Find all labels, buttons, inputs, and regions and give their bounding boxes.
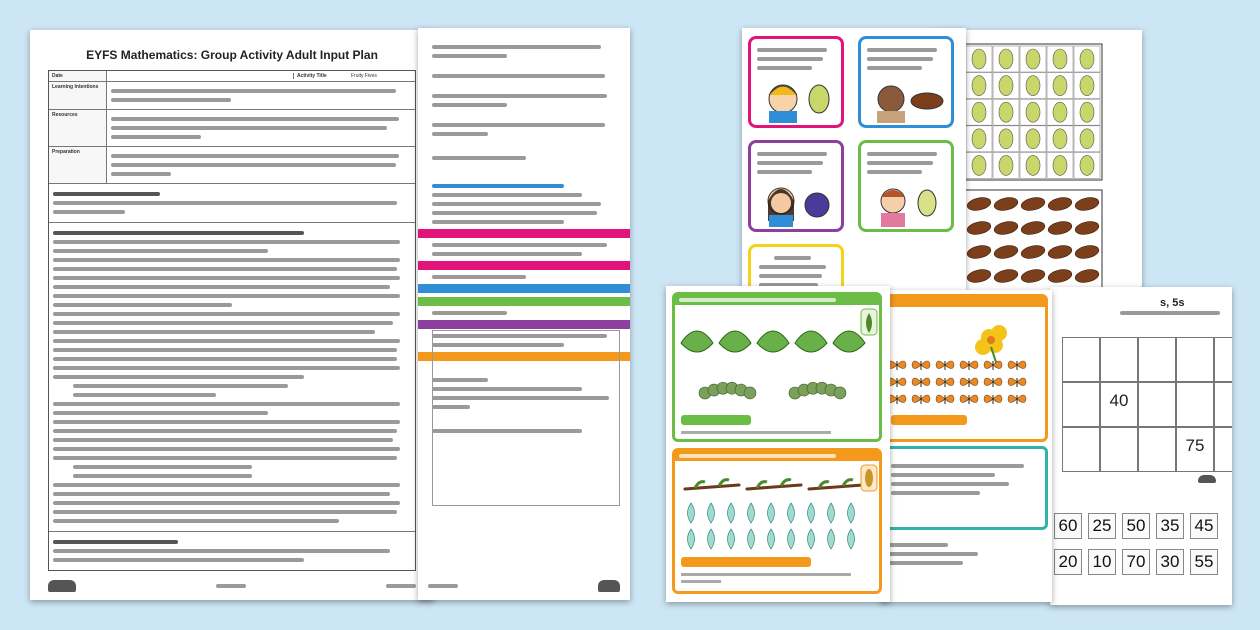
plan-row-date	[49, 71, 415, 82]
row-label-date: Date	[49, 71, 107, 81]
chrysalis-icon	[768, 529, 775, 549]
pink-band	[418, 229, 630, 238]
butterfly-icon	[1008, 378, 1026, 387]
butterfly-activity-sheet	[880, 290, 1052, 602]
number-grid-cell[interactable]	[1062, 427, 1100, 472]
branch-row	[685, 480, 863, 489]
grape-grid	[964, 44, 1102, 180]
child-with-plum-icon	[753, 177, 843, 227]
page-two-footer	[428, 580, 620, 592]
date-fruit-icon	[993, 268, 1019, 285]
flower-icon	[975, 325, 1007, 365]
adult-input-section	[49, 223, 415, 531]
butterfly-icon	[960, 378, 978, 387]
brand-logo-small	[598, 580, 620, 592]
question-cards-sheet	[742, 28, 966, 292]
number-card[interactable]: 60	[1054, 513, 1082, 539]
number-card[interactable]: 50	[1122, 513, 1150, 539]
butterfly-icon	[984, 361, 1002, 370]
date-fruit-icon	[966, 196, 992, 213]
leaf-icon	[719, 331, 751, 352]
plan-row-preparation	[49, 147, 415, 184]
number-grid-cell[interactable]	[1214, 337, 1232, 382]
document-footer	[48, 580, 416, 592]
butterfly-icon	[960, 361, 978, 370]
date-fruit-icon	[1020, 196, 1046, 213]
row-value-resources	[107, 110, 415, 146]
number-card[interactable]: 20	[1054, 549, 1082, 575]
caterpillar-activity-sheet	[666, 286, 890, 602]
number-grid-cell[interactable]	[1138, 382, 1176, 427]
number-grid-cell[interactable]	[1100, 337, 1138, 382]
grape-icon	[1053, 102, 1067, 122]
caterpillar-icon	[789, 382, 846, 399]
butterfly-icon	[912, 395, 930, 404]
butterfly-icon	[1008, 361, 1026, 370]
grape-icon	[1026, 102, 1040, 122]
butterfly-sheet-text	[888, 538, 1038, 570]
brand-logo-tiny	[1198, 475, 1216, 483]
grape-icon	[1080, 76, 1094, 96]
teal-panel	[882, 446, 1048, 530]
question-card-pink	[748, 36, 844, 128]
brand-logo	[48, 580, 76, 592]
chrysalis-icon	[748, 503, 755, 523]
chrysalis-panel	[672, 448, 882, 594]
grape-icon	[999, 49, 1013, 69]
number-grid-cell[interactable]	[1138, 337, 1176, 382]
date-fruit-icon	[1020, 220, 1046, 237]
number-card[interactable]: 30	[1156, 549, 1184, 575]
grape-icon	[999, 155, 1013, 175]
chrysalis-icon	[808, 529, 815, 549]
chrysalis-icon	[748, 529, 755, 549]
grape-icon	[972, 76, 986, 96]
grape-icon	[1080, 155, 1094, 175]
date-fruit-icon	[993, 220, 1019, 237]
activity-plan-document	[30, 30, 434, 600]
row-label-resources: Resources	[49, 110, 107, 146]
document-title: EYFS Mathematics: Group Activity Adult Input Plan	[86, 48, 378, 62]
number-grid-cell[interactable]	[1138, 427, 1176, 472]
chrysalis-icon	[828, 503, 835, 523]
notes-box	[432, 330, 620, 506]
chrysalis-icon	[848, 529, 855, 549]
question-card-purple	[748, 140, 844, 232]
chrysalis-icon	[768, 503, 775, 523]
number-card[interactable]: 25	[1088, 513, 1116, 539]
leaf-icon	[795, 331, 827, 352]
plan-row-resources	[49, 110, 415, 147]
grape-icon	[1053, 155, 1067, 175]
number-grid-cell[interactable]	[1176, 337, 1214, 382]
butterfly-icon	[888, 395, 906, 404]
row-label-preparation: Preparation	[49, 147, 107, 183]
date-fruit-icon	[966, 244, 992, 261]
row-label-learning: Learning Intentions	[49, 82, 107, 109]
date-fruit-icon	[1074, 268, 1100, 285]
chrysalis-icon	[848, 503, 855, 523]
butterfly-icon	[960, 395, 978, 404]
chrysalis-icon	[708, 503, 715, 523]
grape-icon	[1026, 49, 1040, 69]
activity-title-value: Fruity Fives	[351, 73, 377, 79]
grape-icon	[1053, 49, 1067, 69]
grape-icon	[1080, 49, 1094, 69]
branch-icon	[809, 485, 863, 489]
chrysalis-icon	[688, 529, 695, 549]
chrysalis-icon	[788, 529, 795, 549]
chrysalis-grid	[688, 503, 855, 549]
grape-icon	[999, 102, 1013, 122]
butterfly-icon	[888, 361, 906, 370]
number-grid-cell[interactable]	[1214, 427, 1232, 472]
number-square-sheet	[1050, 287, 1232, 605]
chrysalis-icon	[728, 529, 735, 549]
child-with-grape-icon	[863, 177, 953, 227]
number-card[interactable]: 45	[1190, 513, 1218, 539]
child-thinking-icon	[753, 73, 843, 123]
date-fruit-icon	[966, 220, 992, 237]
number-card[interactable]: 10	[1088, 549, 1116, 575]
leaf-row	[681, 331, 865, 352]
grid-value-75: 75	[1185, 436, 1205, 455]
chrysalis-icon	[728, 503, 735, 523]
butterfly-icon	[984, 378, 1002, 387]
question-card-green	[858, 140, 954, 232]
support-section	[49, 531, 415, 570]
date-fruit-icon	[1047, 220, 1073, 237]
leaf-panel-header	[675, 295, 879, 305]
row-value-date	[107, 71, 415, 81]
butterfly-panel	[882, 294, 1048, 442]
pink-band-2	[418, 261, 630, 270]
leaf-icon	[757, 331, 789, 352]
chrysalis-panel-header	[675, 451, 879, 461]
vocabulary-section	[49, 184, 415, 223]
leaf-panel	[672, 292, 882, 442]
number-grid-cell[interactable]	[1214, 382, 1232, 427]
grape-icon	[972, 49, 986, 69]
caterpillar-icon	[699, 382, 756, 399]
leaves-caterpillars-svg	[675, 305, 879, 439]
number-grid-cell[interactable]	[1100, 427, 1138, 472]
date-fruit-icon	[1047, 196, 1073, 213]
plan-table	[48, 70, 416, 571]
date-fruit-icon	[1020, 268, 1046, 285]
number-sheet-heading: s, 5s	[1160, 297, 1185, 309]
chrysalis-icon	[708, 529, 715, 549]
date-fruit-icon	[1074, 244, 1100, 261]
grape-icon	[972, 129, 986, 149]
grape-icon	[1026, 155, 1040, 175]
green-band	[418, 297, 630, 306]
date-fruit-icon	[1074, 220, 1100, 237]
date-fruit-icon	[1020, 244, 1046, 261]
date-fruit-icon	[1074, 196, 1100, 213]
plan-row-learning	[49, 82, 415, 110]
grape-icon	[1026, 129, 1040, 149]
grid-value-40: 40	[1109, 391, 1129, 410]
date-fruit-icon	[966, 268, 992, 285]
purple-band	[418, 320, 630, 329]
branches-chrysalis-svg	[675, 461, 879, 591]
caterpillar-row	[699, 382, 846, 399]
grape-icon	[999, 129, 1013, 149]
butterfly-icon	[912, 378, 930, 387]
chrysalis-icon	[788, 503, 795, 523]
butterfly-icon	[936, 378, 954, 387]
branch-icon	[747, 485, 801, 489]
number-card[interactable]: 35	[1156, 513, 1184, 539]
grape-icon	[1026, 76, 1040, 96]
branch-icon	[685, 485, 739, 489]
date-fruit-icon	[1047, 244, 1073, 261]
leaf-icon	[833, 331, 865, 352]
row-value-preparation	[107, 147, 415, 183]
butterfly-icon	[984, 395, 1002, 404]
grape-icon	[972, 155, 986, 175]
row-value-learning	[107, 82, 415, 109]
activity-plan-page-two	[418, 28, 630, 600]
grape-icon	[1053, 129, 1067, 149]
number-grid-cell[interactable]	[1062, 382, 1100, 427]
butterflies-flower-svg	[885, 307, 1045, 439]
chrysalis-icon	[828, 529, 835, 549]
grape-icon	[1080, 129, 1094, 149]
butterfly-grid	[888, 361, 1026, 404]
grape-icon	[999, 76, 1013, 96]
number-card[interactable]: 55	[1190, 549, 1218, 575]
date-fruit-icon	[993, 196, 1019, 213]
butterfly-panel-header	[885, 297, 1045, 307]
question-card-blue	[858, 36, 954, 128]
chrysalis-icon	[688, 503, 695, 523]
activity-title-label: Activity Title	[293, 73, 347, 79]
butterfly-icon	[936, 395, 954, 404]
butterfly-icon	[1008, 395, 1026, 404]
number-grid-cell[interactable]	[1062, 337, 1100, 382]
date-fruit-icon	[993, 244, 1019, 261]
child-with-dates-icon	[863, 73, 953, 123]
date-fruit-icon	[1047, 268, 1073, 285]
butterfly-icon	[888, 378, 906, 387]
grape-icon	[972, 102, 986, 122]
grape-icon	[1053, 76, 1067, 96]
blue-band	[418, 284, 630, 293]
super-challenge-card	[748, 244, 844, 292]
number-grid-cell[interactable]	[1176, 382, 1214, 427]
butterfly-icon	[912, 361, 930, 370]
leaf-icon	[681, 331, 713, 352]
number-card[interactable]: 70	[1122, 549, 1150, 575]
grape-icon	[1080, 102, 1094, 122]
chrysalis-icon	[808, 503, 815, 523]
butterfly-icon	[936, 361, 954, 370]
